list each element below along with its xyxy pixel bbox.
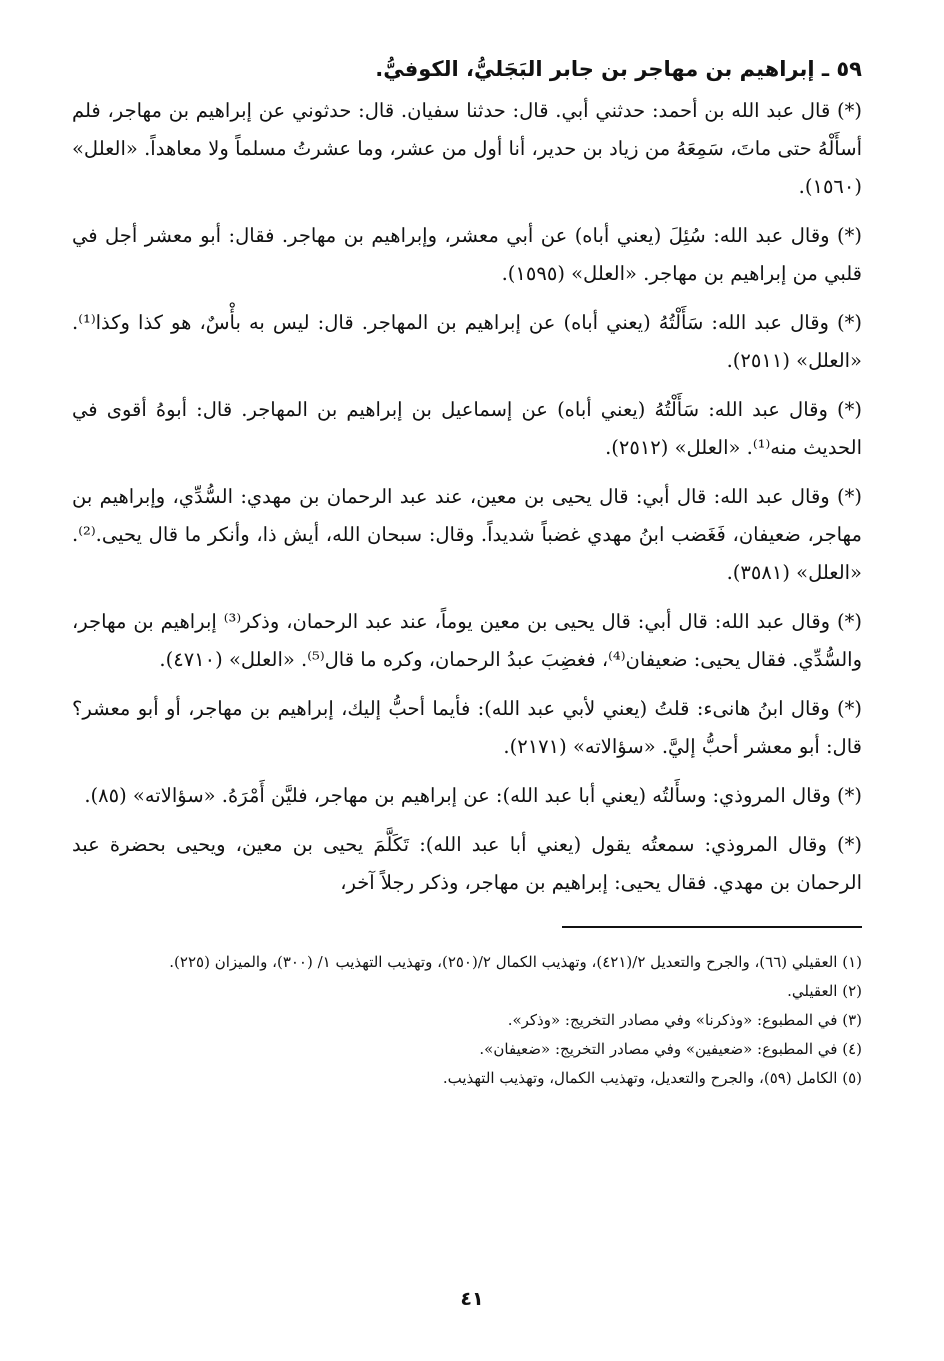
narration-entry: (*) وقال عبد الله: قال أبي: قال يحيى بن معين، عند عبد الرحمان بن مهدي: السُّدِّي، وإبراهيم بن مهاجر، ضعيفان، فَغَضب ابنُ مهدي غضباً شديداً. وقال: سبحان الله، أيش ذا، وأنكر ما قال يحيى.⁽²⁾. «العلل» (٣٥٨١).: [72, 485, 862, 584]
narration-entry: (*) وقال المروذي: وسأَلتُه (يعني أبا عبد الله): عن إبراهيم بن مهاجر، فليَّن أَمْرَهُ. «سؤالاته» (٨٥).: [84, 784, 862, 807]
footnote: (٥) الكامل (٥٩)، والجرح والتعديل، وتهذيب الكمال، وتهذيب التهذيب.: [442, 1069, 862, 1087]
narration-entry: (*) وقال ابنُ هانىء: قلتُ (يعني لأبي عبد الله): فأيما أحبُّ إليك، إبراهيم بن مهاجر، أو أبو معشر؟ قال: أبو معشر أحبُّ إليَّ. «سؤالاته» (٢١٧١).: [72, 697, 862, 758]
footnote: (١) العقيلي (٦٦)، والجرح والتعديل ٢/(٤٢١)، وتهذيب الكمال ٢/(٢٥٠)، وتهذيب التهذيب ١/ (٣٠٠)، والميزان (٢٢٥).: [169, 953, 862, 971]
footnote: (٢) العقيلي.: [787, 982, 862, 1000]
narration-entry: (*) وقال عبد الله: قال أبي: قال يحيى بن معين يوماً، عند عبد الرحمان، وذكر⁽³⁾ إبراهيم بن مهاجر، والسُّدِّي. فقال يحيى: ضعيفان⁽⁴⁾، فغضِبَ عبدُ الرحمان، وكره ما قال⁽⁵⁾. «العلل» (٤٧١٠).: [72, 610, 862, 671]
narration-entry: (*) وقال المروذي: سمعتُه يقول (يعني أبا عبد الله): تَكَلَّمَ يحيى بن معين، ويحيى بحضرة عبد الرحمان بن مهدي. فقال يحيى: إبراهيم بن مهاجر، وذكر رجلاً آخر،: [72, 833, 862, 894]
footnotes-section: [72, 950, 862, 1090]
narration-entry: (*) وقال عبد الله: سُئِلَ (يعني أباه) عن أبي معشر، وإبراهيم بن مهاجر. فقال: أبو معشر أجل في قلبي من إبراهيم بن مهاجر. «العلل» (١٥٩٥).: [72, 224, 862, 285]
footnote: (٤) في المطبوع: «ضعيفين» وفي مصادر التخريج: «ضعيفان».: [479, 1040, 862, 1058]
narration-entry: (*) وقال عبد الله: سَأَلْتُهُ (يعني أباه) عن إبراهيم بن المهاجر. قال: ليس به بأْسٌ، هو كذا وكذا⁽¹⁾. «العلل» (٢٥١١).: [72, 311, 862, 372]
entry-title: ٥٩ ـ إبراهيم بن مهاجر بن جابر البَجَليُّ، الكوفيُّ.: [375, 57, 862, 81]
entries-list: [72, 92, 862, 902]
footnote-divider: [562, 926, 862, 928]
document-page: [72, 52, 862, 1095]
footnote: (٣) في المطبوع: «وذكرنا» وفي مصادر التخريج: «وذكر».: [507, 1011, 862, 1029]
narration-entry: (*) وقال عبد الله: سَأَلْتُهُ (يعني أباه) عن إسماعيل بن إبراهيم بن المهاجر. قال: أبوهُ أقوى في الحديث منه⁽¹⁾. «العلل» (٢٥١٢).: [72, 398, 862, 459]
page-number: ٤١: [460, 1288, 484, 1310]
narration-entry: (*) قال عبد الله بن أحمد: حدثني أبي. قال: حدثنا سفيان. قال: حدثوني عن إبراهيم بن مهاجر، فلم أسأَلْهُ حتى ماتَ، سَمِعَهُ من زياد بن حدير، أنا أول من عشر، وما عشرتُ مسلماً ولا معاهداً. «العلل» (١٥٦٠).: [72, 99, 862, 198]
